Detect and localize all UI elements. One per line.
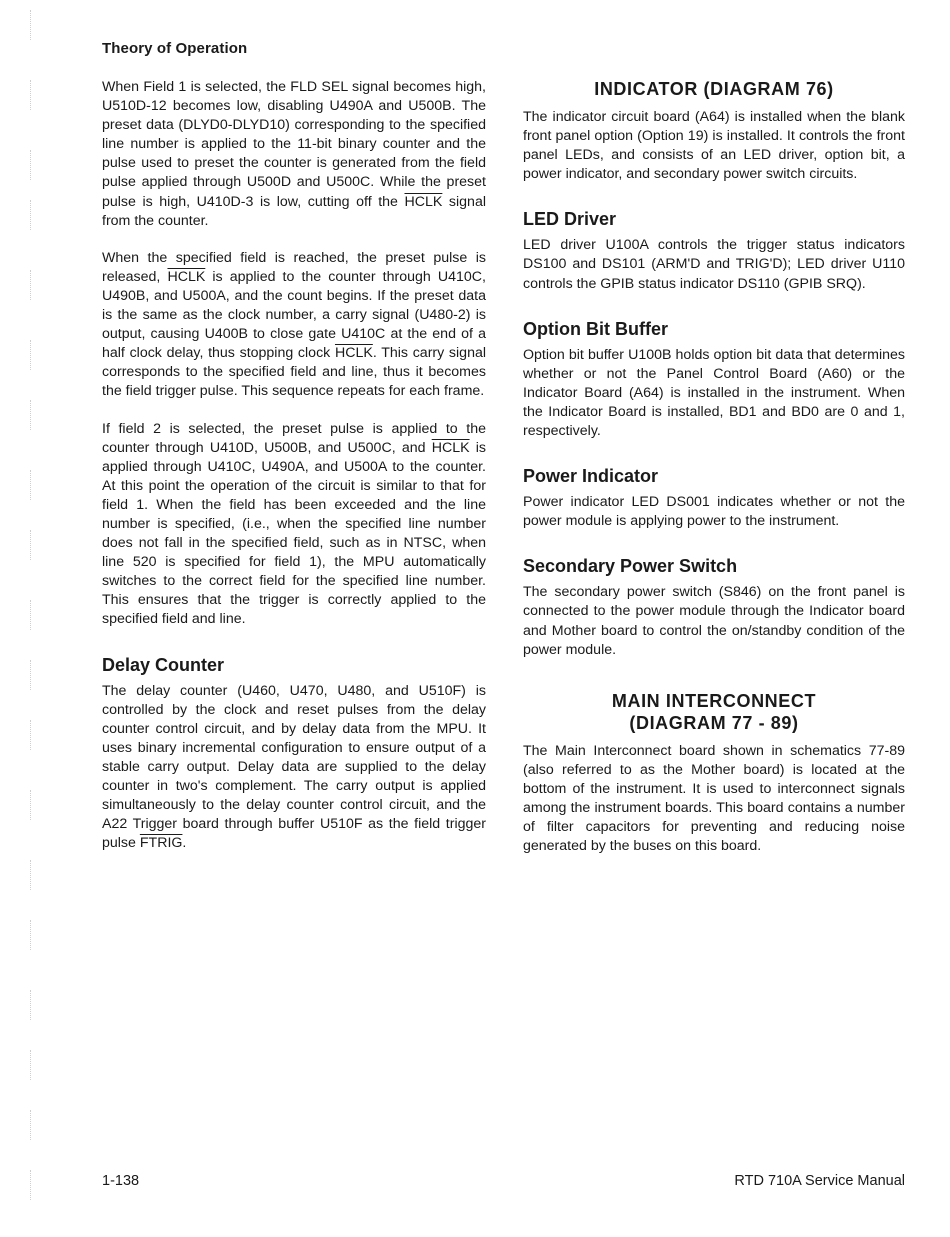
heading-led-driver: LED Driver bbox=[523, 209, 617, 230]
paragraph-field2: If field 2 is selected, the preset pulse is applied to the counter through U410D, U500B, and U500C, and HCLK is applied through U410C, U490A, and U500A to the counter. At this point the operation of the circuit is similar to that for field 1. When the field has been exceeded and the line number is specified, (i.e., when the specified line number does not fall in the specified field, such as in NTSC, when line 520 is specified for field 1), the MPU automatically switches to the correct field for the specified line number. This ensures that the trigger is correctly applied to the specified field and line. bbox=[102, 420, 487, 628]
heading-secondary-power-switch: Secondary Power Switch bbox=[523, 556, 738, 577]
heading-option-bit-buffer: Option Bit Buffer bbox=[523, 318, 668, 339]
paragraph-power-indicator: Power indicator LED DS001 indicates whether or not the power module is applying power to the instrument. bbox=[523, 494, 905, 530]
paragraph-main-interconnect: The Main Interconnect board shown in schematics 77-89 (also referred to as the Mother board) is located at the bottom of the instrument. It is used to interconnect signals among the instrument boards. This board contains a number of filter capacitors for preventing and reducing noise generated by the buses on this board. bbox=[523, 742, 905, 855]
right-column bbox=[523, 78, 905, 874]
heading-delay-counter: Delay Counter bbox=[102, 654, 225, 675]
paragraph-delay-counter: The delay counter (U460, U470, U480, and U510F) is controlled by the clock and reset pulses from the delay counter control circuit, and by delay data from the MPU. It uses binary incremental configuration to ensure output of a stable carry output. Delay data are supplied to the delay counter in two's complement. The carry output is applied simultaneously to the delay counter control circuit, and the A22 Trigger board through buffer U510F as the field trigger pulse FTRIG. bbox=[102, 682, 486, 852]
paragraph-field1: When Field 1 is selected, the FLD SEL signal becomes high, U510D-12 becomes low, disabling U490A and U500B. The preset data (DLYD0-DLYD10) corresponding to the specified line number is applied to the 11-bit binary counter and the pulse used to preset the counter is generated from the field pulse applied through U500D and U500C. While the preset pulse is high, U410D-3 is low, cutting off the HCLK signal from the counter. bbox=[102, 79, 486, 229]
punch-hole-marks bbox=[30, 0, 42, 1237]
manual-title: RTD 710A Service Manual bbox=[734, 1173, 905, 1189]
heading-indicator: INDICATOR (DIAGRAM 76) bbox=[594, 79, 834, 99]
left-column bbox=[102, 78, 486, 871]
page-number: 1-138 bbox=[102, 1173, 140, 1189]
heading-power-indicator: Power Indicator bbox=[523, 466, 659, 487]
running-head: Theory of Operation bbox=[102, 40, 248, 57]
heading-main-interconnect: MAIN INTERCONNECT (DIAGRAM 77 - 89) bbox=[611, 690, 817, 733]
paragraph-indicator: The indicator circuit board (A64) is installed when the blank front panel option (Option 19) is installed. It controls the front panel LEDs, and consists of an LED driver, option bit, a power indicator, and secondary power switch circuits. bbox=[523, 109, 905, 183]
paragraph-option-bit-buffer: Option bit buffer U100B holds option bit data that determines whether or not the Panel Control Board (A60) or the Indicator Board (A64) is installed in the instrument. When the Indicator Board is installed, BD1 and BD0 are 0 and 1, respectively. bbox=[523, 346, 905, 440]
paragraph-led-driver: LED driver U100A controls the trigger status indicators DS100 and DS101 (ARM'D and TRIG'D); LED driver U110 controls the GPIB status indicator DS110 (GPIB SRQ). bbox=[523, 237, 905, 292]
paragraph-secondary-power-switch: The secondary power switch (S846) on the front panel is connected to the power module through the Indicator board and Mother board to control the on/standby condition of the power module. bbox=[523, 584, 905, 658]
paragraph-field-reached: When the specified field is reached, the preset pulse is released, HCLK is applied to the counter through U410C, U490B, and U500A, and the count begins. If the preset data is the same as the clock number, a carry signal (U480-2) is output, causing U400B to close gate U410C at the end of a half clock delay, thus stopping clock HCLK. This carry signal corresponds to the specified field and line, thus it becomes the field trigger pulse. This sequence repeats for each frame. bbox=[102, 249, 486, 400]
